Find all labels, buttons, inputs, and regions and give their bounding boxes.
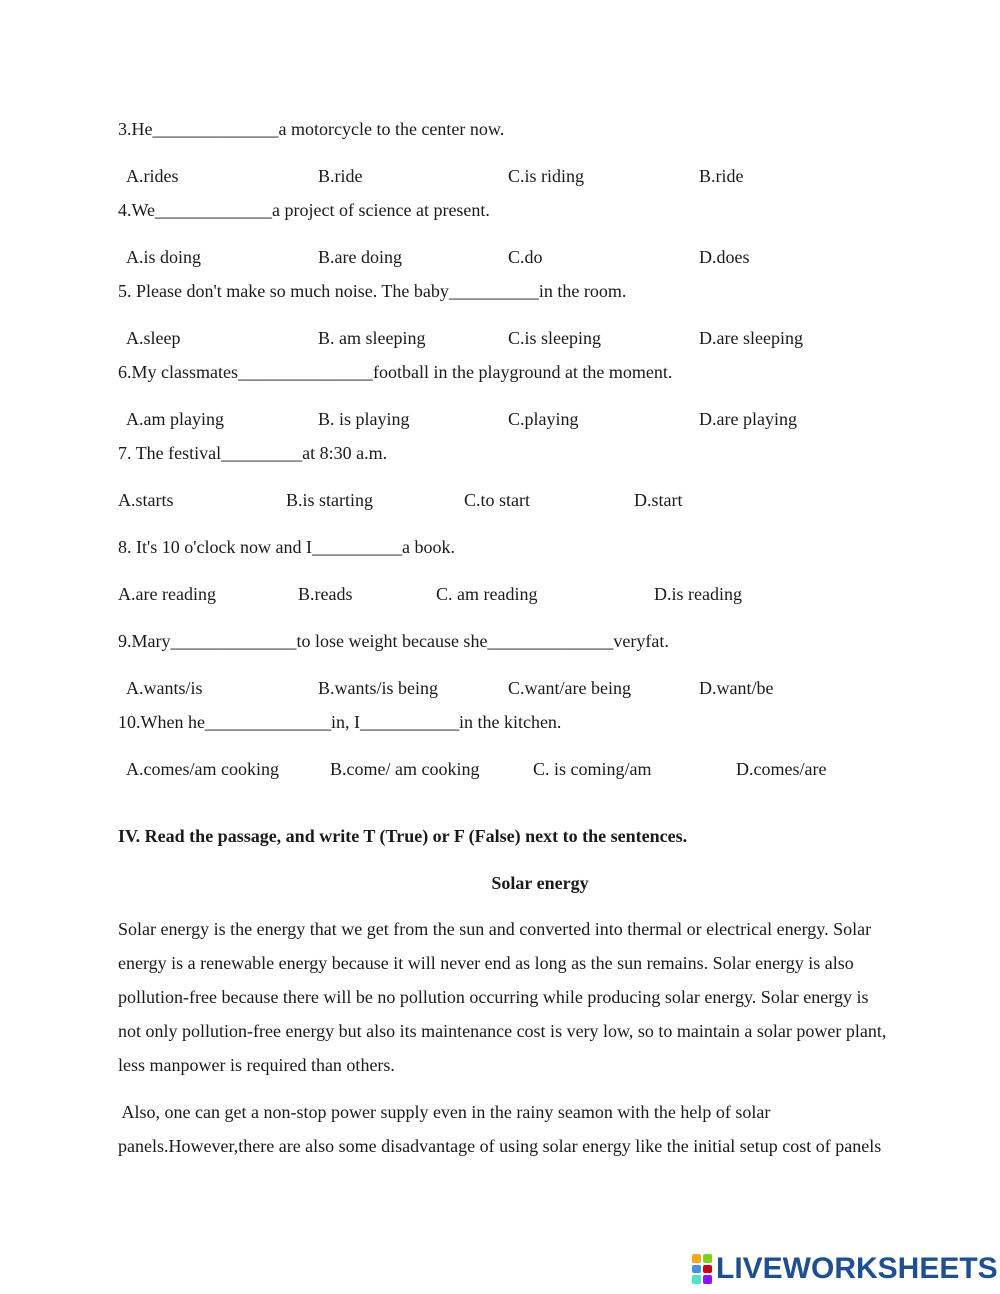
option-b: B. am sleeping <box>318 328 426 348</box>
option-c: C. am reading <box>436 584 538 604</box>
passage-line: panels.However,there are also some disadvantage of using solar energy like the initial setup cost of panels <box>118 1136 882 1156</box>
logo-icon <box>692 1254 712 1284</box>
question-stem: 7. The festival_________at 8:30 a.m. <box>118 443 388 463</box>
logo-block <box>703 1275 712 1284</box>
passage-line: Solar energy is the energy that we get from the sun and converted into thermal or electrical energy. Solar <box>118 919 872 939</box>
option-d: D.comes/are <box>736 759 827 779</box>
option-c: C.do <box>508 247 543 267</box>
question-stem: 3.He______________a motorcycle to the center now. <box>118 119 505 139</box>
section-heading: IV. Read the passage, and write T (True) or F (False) next to the sentences. <box>118 826 688 846</box>
logo-block <box>692 1254 701 1263</box>
option-a: A.comes/am cooking <box>126 759 279 779</box>
option-d: D.does <box>699 247 750 267</box>
option-a: A.wants/is <box>126 678 203 698</box>
option-a: A.sleep <box>126 328 181 348</box>
option-b: B.is starting <box>286 490 374 510</box>
passage-line: Also, one can get a non-stop power supply even in the rainy seamon with the help of solar <box>118 1102 771 1122</box>
question-stem: 6.My classmates_______________football in the playground at the moment. <box>118 362 673 382</box>
option-c: C.is riding <box>508 166 585 186</box>
option-c: C.to start <box>464 490 530 510</box>
passage-title: Solar energy <box>491 873 589 893</box>
passage-line: less manpower is required than others. <box>118 1055 395 1075</box>
option-d: D.is reading <box>654 584 742 604</box>
option-b: B.reads <box>298 584 353 604</box>
passage-line: energy is a renewable energy because it will never end as long as the sun remains. Solar energy is also <box>118 953 854 973</box>
option-c: C.is sleeping <box>508 328 601 348</box>
option-a: A.starts <box>118 490 174 510</box>
liveworksheets-logo[interactable] <box>692 1252 998 1286</box>
question-stem: 8. It's 10 o'clock now and I__________a book. <box>118 537 455 557</box>
logo-block <box>692 1275 701 1284</box>
passage-paragraph-2 <box>118 1095 968 1163</box>
logo-block <box>692 1265 701 1274</box>
option-b: B.ride <box>318 166 363 186</box>
option-b: B.are doing <box>318 247 402 267</box>
logo-block <box>703 1254 712 1263</box>
option-a: A.is doing <box>126 247 202 267</box>
option-d: D.are sleeping <box>699 328 803 348</box>
option-b: B.come/ am cooking <box>330 759 480 779</box>
passage-line: not only pollution-free energy but also its maintenance cost is very low, so to maintain a solar power plant, <box>118 1021 887 1041</box>
option-a: A.rides <box>126 166 179 186</box>
question-stem: 9.Mary______________to lose weight because she______________veryfat. <box>118 631 669 651</box>
option-b: B.wants/is being <box>318 678 438 698</box>
option-c: C.want/are being <box>508 678 631 698</box>
option-d: D.are playing <box>699 409 797 429</box>
option-c: C. is coming/am <box>533 759 652 779</box>
logo-text: LIVEWORKSHEETS <box>716 1252 998 1285</box>
option-c: C.playing <box>508 409 579 429</box>
option-b: B. is playing <box>318 409 410 429</box>
question-stem: 4.We_____________a project of science at present. <box>118 200 490 220</box>
option-a: A.are reading <box>118 584 216 604</box>
option-d: D.want/be <box>699 678 774 698</box>
logo-block <box>703 1265 712 1274</box>
passage-paragraph-1 <box>118 912 968 1082</box>
option-d: D.start <box>634 490 683 510</box>
passage-line: pollution-free because there will be no pollution occurring while producing solar energy. Solar energy is <box>118 987 869 1007</box>
question-stem: 10.When he______________in, I___________in the kitchen. <box>118 712 562 732</box>
question-stem: 5. Please don't make so much noise. The baby__________in the room. <box>118 281 627 301</box>
option-a: A.am playing <box>126 409 224 429</box>
option-d: B.ride <box>699 166 744 186</box>
